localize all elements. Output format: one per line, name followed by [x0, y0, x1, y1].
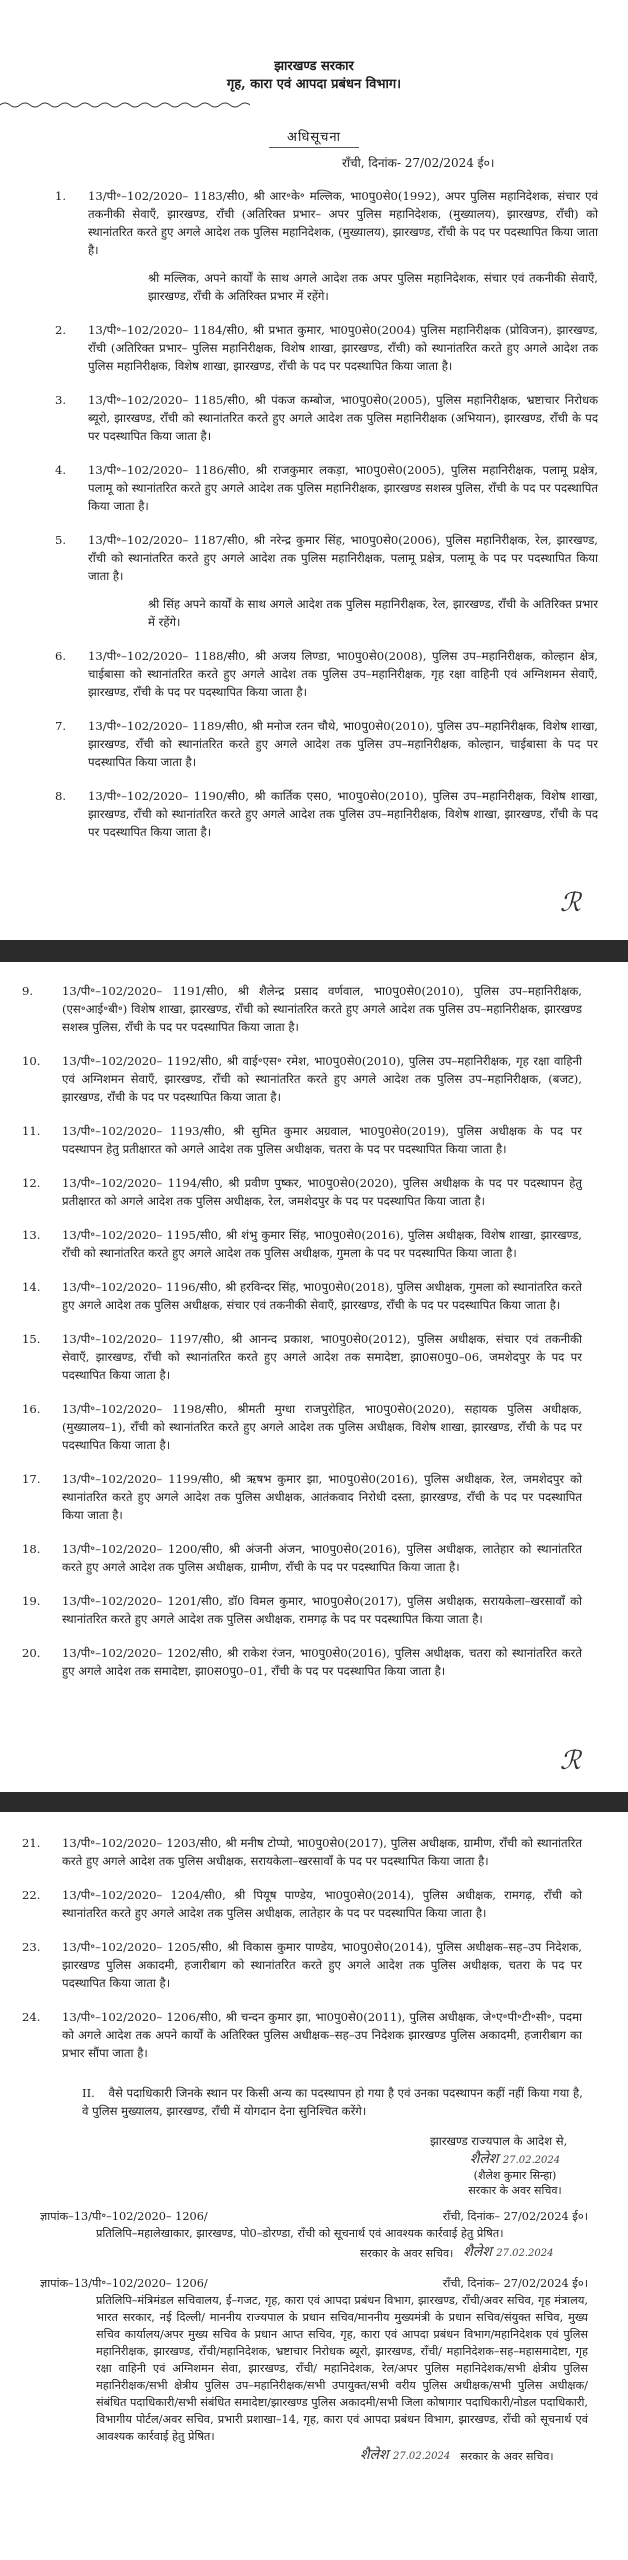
- signature-date: 27.02.2024: [496, 2248, 554, 2259]
- memo-body: प्रतिलिपि–मंत्रिमंडल सचिवालय, ई–गजट, गृह, कारा एवं आपदा प्रबंधन विभाग, झारखण्ड, राँची/अवर सचिव, गृह मंत्रालय, भारत सरकार, नई दिल्ली/ माननीय राज्यपाल के प्रधान सचिव/माननीय मुख्यमंत्री के प्रधान सचिव/संयुक्त सचिव, मुख्य सचिव कार्यालय/अपर मुख्य सचिव के प्रधान आप्त सचिव, गृह, कारा एवं आपदा प्रबंधन विभाग/महानिदेशक एवं पुलिस महानिरीक्षक, झारखण्ड, राँची/महानिदेशक, भ्रष्टाचार निरोधक ब्यूरो, झारखण्ड, राँची/ महानिदेशक–सह–महासमादेष्टा, गृह रक्षा वाहिनी एवं अग्निशमन सेवा, झारखण्ड, राँची/ महानिदेशक, रेल/अपर पुलिस महानिदेशक/सभी क्षेत्रीय पुलिस महानिरीक्षक/सभी क्षेत्रीय पुलिस उप–महानिरीक्षक/सभी उपायुक्त/सभी वरीय पुलिस अधीक्षक/सभी पुलिस अधीक्षक/संबंधित पदाधिकारी/सभी संबंधित समादेष्टा/झारखण्ड पुलिस अकादमी/सभी जिला कोषागार पदाधिकारी/नोडल पदाधिकारी, विभागीय पोर्टल/अवर सचिव, प्रभारी प्रशाखा–14, गृह, कारा एवं आपदा प्रबंधन विभाग, झारखण्ड, राँची को सूचनार्थ एवं आवश्यक कार्रवाई हेतु प्रेषित।: [96, 2294, 588, 2443]
- signature-image: [463, 2242, 553, 2261]
- order-paragraph: [0, 1052, 628, 1106]
- order-paragraph: [0, 717, 628, 771]
- government-name: झारखण्ड सरकार: [274, 59, 354, 74]
- order-number: 3.: [55, 393, 67, 407]
- department-name: गृह, कारा एवं आपदा प्रबंधन विभाग।: [226, 77, 402, 92]
- order-paragraph: [0, 461, 628, 515]
- order-paragraph: [0, 1400, 628, 1454]
- decorative-wavy-divider: [0, 101, 250, 109]
- order-number: 20.: [22, 1646, 41, 1660]
- memo-date: राँची, दिनांक– 27/02/2024 ई०।: [442, 2210, 588, 2223]
- memo-reference: ज्ञापांक–13/पी॰–102/2020– 1206/: [40, 2277, 208, 2290]
- order-paragraph: [0, 1938, 628, 1992]
- order-paragraph: [0, 2008, 628, 2062]
- order-paragraph: [0, 1540, 628, 1576]
- order-text: 13/पी॰–102/2020– 1201/सी0, डॉ0 विमल कुमार, भा0पु0से0(2017), पुलिस अधीक्षक, सरायकेला–खरसावाँ को स्थानांतरित करते हुए अगले आदेश तक पुलिस अधीक्षक, रामगढ़ के पद पर पदस्थापित किया जाता है।: [62, 1594, 582, 1626]
- order-paragraph: [0, 1174, 628, 1210]
- order-number: 19.: [22, 1594, 41, 1608]
- initials-mark-icon: ℛ: [560, 888, 581, 918]
- order-additional-charge-note: श्री मल्लिक, अपने कार्यों के साथ अगले आदेश तक अपर पुलिस महानिदेशक, संचार एवं तकनीकी सेवाएँ, झारखण्ड, राँची के अतिरिक्त प्रभार में रहेंगे।: [148, 271, 598, 303]
- order-text: 13/पी॰–102/2020– 1204/सी0, श्री पियूष पाण्डेय, भा0पु0से0(2014), पुलिस अधीक्षक, रामगढ़, राँची को स्थानांतरित करते हुए अगले आदेश तक पुलिस अधीक्षक, लातेहार के पद पर पदस्थापित किया जाता है।: [62, 1888, 582, 1920]
- order-text: 13/पी॰–102/2020– 1188/सी0, श्री अजय लिण्डा, भा0पु0से0(2008), पुलिस उप–महानिरीक्षक, कोल्हान क्षेत्र, चाईबासा को स्थानांतरित करते हुए अगले आदेश तक पुलिस उप–महानिरीक्षक, गृह रक्षा वाहिनी एवं अग्निशमन सेवाएँ, झारखण्ड, राँची के पद पर पदस्थापित किया जाता है।: [88, 649, 598, 699]
- order-number: 9.: [22, 984, 34, 998]
- memo-reference: ज्ञापांक–13/पी॰–102/2020– 1206/: [40, 2210, 208, 2223]
- closing-number: II.: [82, 2086, 95, 2100]
- signature-date: 27.02.2024: [502, 2155, 561, 2166]
- order-paragraph: [0, 982, 628, 1036]
- document-page-1: [0, 0, 628, 940]
- memo-2-signature: [360, 2445, 628, 2464]
- order-paragraph: [0, 1470, 628, 1524]
- notification-title: अधिसूचना: [287, 130, 341, 145]
- memo-body: प्रतिलिपि–महालेखाकार, झारखण्ड, पो0–डोरण्डा, राँची को सूचनार्थ एवं आवश्यक कार्रवाई हेतु प्रेषित।: [96, 2227, 504, 2240]
- order-paragraph: [0, 647, 628, 701]
- order-paragraph: [0, 1278, 628, 1314]
- initials-mark-icon: ℛ: [560, 1746, 581, 1776]
- order-number: 16.: [22, 1402, 41, 1416]
- order-number: 7.: [55, 719, 67, 733]
- order-number: 21.: [22, 1836, 41, 1850]
- order-text: 13/पी॰–102/2020– 1199/सी0, श्री ऋषभ कुमार झा, भा0पु0से0(2016), पुलिस अधीक्षक, रेल, जमशेदपुर को स्थानांतरित करते हुए अगले आदेश तक पुलिस अधीक्षक, आतंकवाद निरोधी दस्ता, झारखण्ड, राँची के पद पर पदस्थापित किया जाता है।: [62, 1472, 582, 1522]
- order-number: 13.: [22, 1228, 41, 1242]
- order-text: 13/पी॰–102/2020– 1200/सी0, श्री अंजनी अंजन, भा0पु0से0(2016), पुलिस अधीक्षक, लातेहार को स्थानांतरित करते हुए अगले आदेश तक पुलिस अधीक्षक, ग्रामीण, राँची के पद पर पदस्थापित किया जाता है।: [62, 1542, 582, 1574]
- signatory-name: (शैलेश कुमार सिन्हा): [473, 2169, 557, 2182]
- order-additional-charge-note: श्री सिंह अपने कार्यों के साथ अगले आदेश तक पुलिस महानिरीक्षक, रेल, झारखण्ड, राँची के अतिरिक्त प्रभार में रहेंगे।: [148, 597, 598, 629]
- order-text: 13/पी॰–102/2020– 1186/सी0, श्री राजकुमार लकड़ा, भा0पु0से0(2005), पुलिस महानिरीक्षक, पलामू प्रक्षेत्र, पलामू को स्थानांतरित करते हुए अगले आदेश तक पुलिस महानिरीक्षक, झारखण्ड सशस्त्र पुलिस, राँची के पद पर पदस्थापित किया जाता है।: [88, 463, 598, 513]
- order-text: 13/पी॰–102/2020– 1198/सी0, श्रीमती मुग्धा राजपुरोहित, भा0पु0से0(2020), सहायक पुलिस अधीक्षक, (मुख्यालय–1), राँची को स्थानांतरित करते हुए अगले आदेश तक पुलिस अधीक्षक, विशेष शाखा, झारखण्ड, राँची के पद पर पदस्थापित किया जाता है।: [62, 1402, 582, 1452]
- order-text: 13/पी॰–102/2020– 1190/सी0, श्री कार्तिक एस0, भा0पु0से0(2010), पुलिस उप–महानिरीक्षक, विशेष शाखा, झारखण्ड, राँची को स्थानांतरित करते हुए अगले आदेश तक पुलिस उप–महानिरीक्षक, विशेष शाखा, झारखण्ड, राँची के पद पर पदस्थापित किया जाता है।: [88, 789, 598, 839]
- closing-instruction: [0, 2084, 628, 2120]
- signature-text: शैलेश: [463, 2244, 492, 2260]
- signature-image: [360, 2445, 450, 2464]
- memo-block-2: [0, 2275, 628, 2445]
- order-number: 4.: [55, 463, 67, 477]
- title-underline: [269, 147, 359, 148]
- order-number: 2.: [55, 323, 67, 337]
- order-paragraph: [0, 1226, 628, 1262]
- order-text: 13/पी॰–102/2020– 1206/सी0, श्री चन्दन कुमार झा, भा0पु0से0(2011), पुलिस अधीक्षक, जे॰ए॰पी॰टी॰सी॰, पदमा को अगले आदेश तक अपने कार्यों के अतिरिक्त पुलिस अधीक्षक–सह–उप निदेशक झारखण्ड पुलिस अकादमी, हजारीबाग का प्रभार सौंपा जाता है।: [62, 2010, 582, 2060]
- memo-block-1: [0, 2208, 628, 2242]
- order-number: 18.: [22, 1542, 41, 1556]
- memo-signatory-title: सरकार के अवर सचिव।: [460, 2450, 554, 2463]
- order-text: 13/पी॰–102/2020– 1189/सी0, श्री मनोज रतन चौथे, भा0पु0से0(2010), पुलिस उप–महानिरीक्षक, विशेष शाखा, झारखण्ड, राँची को स्थानांतरित करते हुए अगले आदेश तक पुलिस उप–महानिरीक्षक, कोल्हान, चाईबासा के पद पर पदस्थापित किया जाता है।: [88, 719, 598, 769]
- memo-signatory-title: सरकार के अवर सचिव।: [360, 2247, 454, 2260]
- order-text: 13/पी॰–102/2020– 1195/सी0, श्री शंभु कुमार सिंह, भा0पु0से0(2016), पुलिस अधीक्षक, विशेष शाखा, झारखण्ड, राँची को स्थानांतरित करते हुए अगले आदेश तक पुलिस अधीक्षक, गुमला के पद पर पदस्थापित किया जाता है।: [62, 1228, 582, 1260]
- order-number: 15.: [22, 1332, 41, 1346]
- order-text: 13/पी॰–102/2020– 1197/सी0, श्री आनन्द प्रकाश, भा0पु0से0(2012), पुलिस अधीक्षक, संचार एवं तकनीकी सेवाएँ, झारखण्ड, राँची को स्थानांतरित करते हुए अगले आदेश तक समादेष्टा, झा0स0पु0–06, जमशेदपुर के पद पर पदस्थापित किया जाता है।: [62, 1332, 582, 1382]
- order-number: 5.: [55, 533, 67, 547]
- document-page-3: [0, 1812, 628, 2560]
- order-number: 24.: [22, 2010, 41, 2024]
- governor-order-line: झारखण्ड राज्यपाल के आदेश से,: [430, 2134, 568, 2148]
- order-text: 13/पी॰–102/2020– 1196/सी0, श्री हरविन्दर सिंह, भा0पु0से0(2018), पुलिस अधीक्षक, गुमला को स्थानांतरित करते हुए अगले आदेश तक पुलिस अधीक्षक, संचार एवं तकनीकी सेवाएँ, झारखण्ड, राँची के पद पर पदस्थापित किया जाता है।: [62, 1280, 582, 1312]
- memo-1-signature: [360, 2242, 628, 2261]
- signature-image: [445, 2149, 585, 2168]
- order-paragraph: [0, 391, 628, 445]
- page-separator: [0, 1792, 628, 1812]
- signature-date: 27.02.2024: [393, 2451, 451, 2462]
- order-text: 13/पी॰–102/2020– 1191/सी0, श्री शैलेन्द्र प्रसाद वर्णवाल, भा0पु0से0(2010), पुलिस उप–महानिरीक्षक, (एस॰आई॰बी॰) विशेष शाखा, झारखण्ड, राँची को स्थानांतरित करते हुए अगले आदेश तक पुलिस उप–महानिरीक्षक, झारखण्ड सशस्त्र पुलिस, राँची के पद पर पदस्थापित किया जाता है।: [62, 984, 582, 1034]
- order-text: 13/पी॰–102/2020– 1192/सी0, श्री वाई॰एस॰ रमेश, भा0पु0से0(2010), पुलिस उप–महानिरीक्षक, गृह रक्षा वाहिनी एवं अग्निशमन सेवाएँ, झारखण्ड, राँची को स्थानांतरित करते हुए अगले आदेश तक पुलिस उप–महानिरीक्षक, (बजट), झारखण्ड, राँची के पद पर पदस्थापित किया जाता है।: [62, 1054, 582, 1104]
- order-number: 12.: [22, 1176, 41, 1190]
- signature-text: शैलेश: [469, 2151, 499, 2167]
- order-paragraph: [0, 321, 628, 375]
- signature-block-1: [445, 2149, 585, 2198]
- order-number: 23.: [22, 1940, 41, 1954]
- closing-text: वैसे पदाधिकारी जिनके स्थान पर किसी अन्य का पदस्थापन हो गया है एवं उनका पदस्थापन कहीं नहीं किया गया है, वे पुलिस मुख्यालय, झारखण्ड, राँची में योगदान देना सुनिश्चित करेंगे।: [82, 2086, 583, 2118]
- order-paragraph: [0, 1886, 628, 1922]
- signature-text: शैलेश: [360, 2447, 389, 2463]
- order-text: 13/पी॰–102/2020– 1193/सी0, श्री सुमित कुमार अग्रवाल, भा0पु0से0(2019), पुलिस अधीक्षक के पद पर पदस्थापन हेतु प्रतीक्षारत को अगले आदेश तक पुलिस अधीक्षक, चतरा के पद पर पदस्थापित किया जाता है।: [62, 1124, 582, 1156]
- order-number: 17.: [22, 1472, 41, 1486]
- order-number: 14.: [22, 1280, 41, 1294]
- notification-date: राँची, दिनांक- 27/02/2024 ई०।: [342, 156, 495, 170]
- order-text: 13/पी॰–102/2020– 1202/सी0, श्री राकेश रंजन, भा0पु0से0(2016), पुलिस अधीक्षक, चतरा को स्थानांतरित करते हुए अगले आदेश तक समादेष्टा, झा0स0पु0–01, राँची के पद पर पदस्थापित किया जाता है।: [62, 1646, 582, 1678]
- order-number: 6.: [55, 649, 67, 663]
- order-number: 8.: [55, 789, 67, 803]
- order-paragraph: [0, 1834, 628, 1870]
- order-paragraph: [0, 1122, 628, 1158]
- order-text: 13/पी॰–102/2020– 1194/सी0, श्री प्रवीण पुष्कर, भा0पु0से0(2020), पुलिस अधीक्षक के पद पर पदस्थापन हेतु प्रतीक्षारत को अगले आदेश तक पुलिस अधीक्षक, रेल, जमशेदपुर के पद पर पदस्थापित किया जाता है।: [62, 1176, 582, 1208]
- order-paragraph: [0, 187, 628, 259]
- order-text: 13/पी॰–102/2020– 1205/सी0, श्री विकास कुमार पाण्डेय, भा0पु0से0(2014), पुलिस अधीक्षक–सह–उप निदेशक, झारखण्ड पुलिस अकादमी, हजारीबाग को स्थानांतरित करते हुए अगले आदेश तक पुलिस अधीक्षक, चतरा के पद पर पदस्थापित किया जाता है।: [62, 1940, 582, 1990]
- order-number: 10.: [22, 1054, 41, 1068]
- order-text: 13/पी॰–102/2020– 1185/सी0, श्री पंकज कम्बोज, भा0पु0से0(2005), पुलिस महानिरीक्षक, भ्रष्टाचार निरोधक ब्यूरो, झारखण्ड, राँची को स्थानांतरित करते हुए अगले आदेश तक पुलिस महानिरीक्षक (अभियान), झारखण्ड, राँची के पद पर पदस्थापित किया जाता है।: [88, 393, 598, 443]
- order-paragraph: [0, 531, 628, 585]
- order-number: 22.: [22, 1888, 41, 1902]
- order-paragraph: [0, 1592, 628, 1628]
- document-page-2: [0, 962, 628, 1792]
- page-separator: [0, 940, 628, 962]
- order-paragraph: [0, 1330, 628, 1384]
- order-text: 13/पी॰–102/2020– 1187/सी0, श्री नरेन्द्र कुमार सिंह, भा0पु0से0(2006), पुलिस महानिरीक्षक, रेल, झारखण्ड, राँची को स्थानांतरित करते हुए अगले आदेश तक पुलिस महानिरीक्षक, पलामू प्रक्षेत्र, पलामू के पद पर पदस्थापित किया जाता है।: [88, 533, 598, 583]
- order-text: 13/पी॰–102/2020– 1183/सी0, श्री आर॰के॰ मल्लिक, भा0पु0से0(1992), अपर पुलिस महानिदेशक, संचार एवं तकनीकी सेवाएँ, झारखण्ड, राँची (अतिरिक्त प्रभार– अपर पुलिस महानिदेशक, (मुख्यालय), झारखण्ड, राँची) को स्थानांतरित करते हुए अगले आदेश तक पुलिस महानिदेशक, (मुख्यालय), झारखण्ड, राँची के पद पर पदस्थापित किया जाता है।: [88, 189, 598, 257]
- order-paragraph: [0, 1644, 628, 1680]
- order-number: 1.: [55, 189, 67, 203]
- letterhead: [0, 58, 628, 94]
- memo-date: राँची, दिनांक– 27/02/2024 ई०।: [442, 2277, 588, 2290]
- order-text: 13/पी॰–102/2020– 1203/सी0, श्री मनीष टोप्पो, भा0पु0से0(2017), पुलिस अधीक्षक, ग्रामीण, राँची को स्थानांतरित करते हुए अगले आदेश तक पुलिस अधीक्षक, सरायकेला–खरसावाँ के पद पर पदस्थापित किया जाता है।: [62, 1836, 582, 1868]
- order-number: 11.: [22, 1124, 41, 1138]
- signatory-title: सरकार के अवर सचिव।: [468, 2184, 562, 2197]
- order-paragraph: [0, 787, 628, 841]
- order-text: 13/पी॰–102/2020– 1184/सी0, श्री प्रभात कुमार, भा0पु0से0(2004) पुलिस महानिरीक्षक (प्रोविजन), झारखण्ड, राँची (अतिरिक्त प्रभार– पुलिस महानिरीक्षक, विशेष शाखा, झारखण्ड, राँची) को स्थानांतरित करते हुए अगले आदेश तक पुलिस महानिरीक्षक, विशेष शाखा, झारखण्ड, राँची के पद पर पदस्थापित किया जाता है।: [88, 323, 598, 373]
